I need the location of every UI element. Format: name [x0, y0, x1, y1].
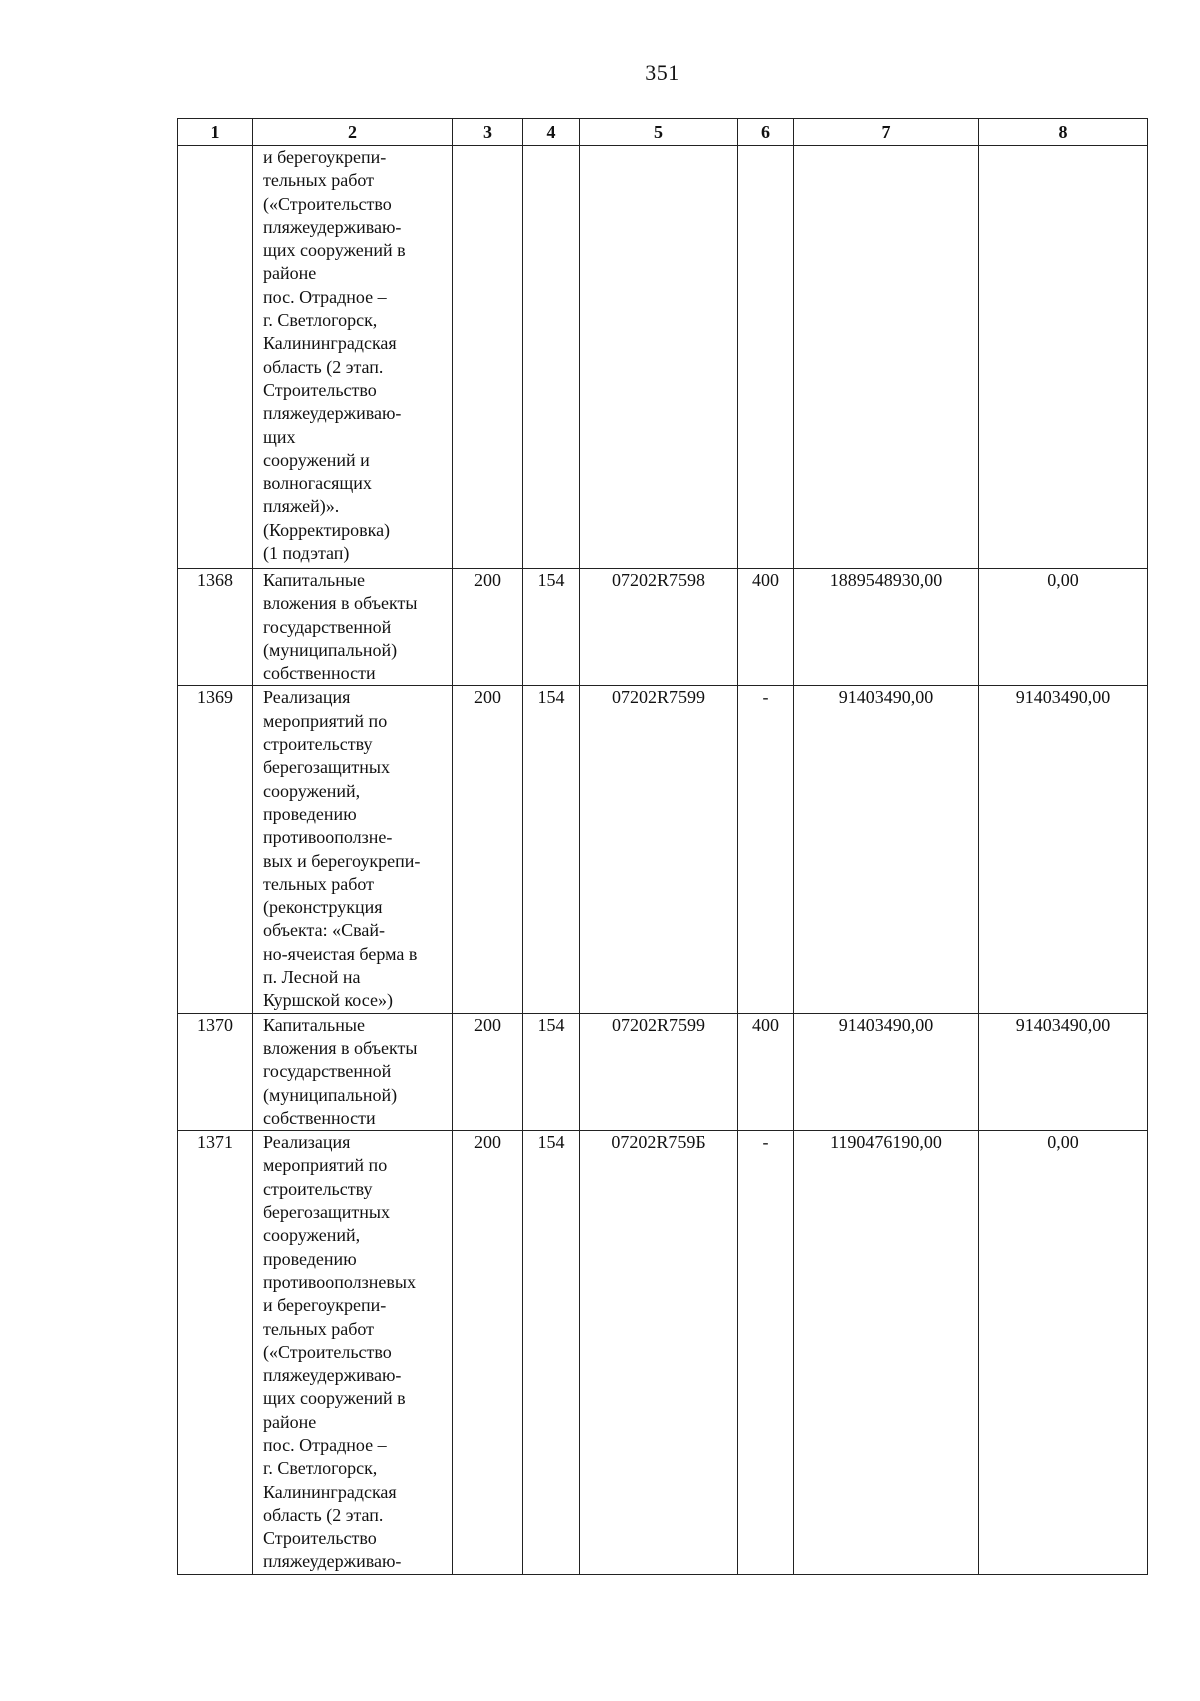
description-cell: Реализация мероприятий по строительству берегозащитных сооружений, проведению противооползневых и берегоукрепи- тельных работ («Строительство пляжеудерживаю- щих сооружений в районе пос. Отрадное – г. Светлогорск, Калининградская область (2 этап. Строительство пляжеудерживаю-	[253, 1131, 453, 1575]
column-header-4: 4	[523, 119, 580, 146]
table-row	[178, 1013, 1148, 1130]
cell-col5: 07202R759Б	[580, 1131, 738, 1575]
column-header-2: 2	[253, 119, 453, 146]
cell-col3: 200	[453, 1013, 523, 1130]
table-row-continuation	[178, 146, 1148, 569]
cell-col8	[979, 146, 1148, 569]
description-cell: Реализация мероприятий по строительству берегозащитных сооружений, проведению противооползне- вых и берегоукрепи- тельных работ (реконструкция объекта: «Свай- но-ячеистая берма в п. Лесной на Куршской косе»)	[253, 686, 453, 1013]
description-cell: Капитальные вложения в объекты государственной (муниципальной) собственности	[253, 1013, 453, 1130]
column-header-5: 5	[580, 119, 738, 146]
budget-table	[177, 118, 1148, 1575]
column-header-8: 8	[979, 119, 1148, 146]
cell-col6: -	[738, 1131, 794, 1575]
column-header-1: 1	[178, 119, 253, 146]
cell-col4: 154	[523, 1131, 580, 1575]
cell-col7: 91403490,00	[794, 686, 979, 1013]
cell-col8: 91403490,00	[979, 686, 1148, 1013]
row-number-cell: 1368	[178, 569, 253, 686]
cell-col4: 154	[523, 1013, 580, 1130]
row-number-cell: 1369	[178, 686, 253, 1013]
cell-col5	[580, 146, 738, 569]
cell-col7: 1190476190,00	[794, 1131, 979, 1575]
row-number-cell: 1370	[178, 1013, 253, 1130]
column-header-3: 3	[453, 119, 523, 146]
page-number: 351	[645, 60, 680, 85]
cell-col7	[794, 146, 979, 569]
table-row	[178, 1131, 1148, 1575]
cell-col8: 91403490,00	[979, 1013, 1148, 1130]
cell-col7: 1889548930,00	[794, 569, 979, 686]
cell-col3: 200	[453, 686, 523, 1013]
cell-col3: 200	[453, 569, 523, 686]
row-number-cell	[178, 146, 253, 569]
cell-col3: 200	[453, 1131, 523, 1575]
cell-col4	[523, 146, 580, 569]
table-row	[178, 569, 1148, 686]
cell-col6: 400	[738, 569, 794, 686]
cell-col5: 07202R7599	[580, 686, 738, 1013]
column-header-6: 6	[738, 119, 794, 146]
cell-col8: 0,00	[979, 569, 1148, 686]
description-cell: и берегоукрепи- тельных работ («Строительство пляжеудерживаю- щих сооружений в районе пос. Отрадное – г. Светлогорск, Калининградская область (2 этап. Строительство пляжеудерживаю- щих сооружений и волногасящих пляжей)». (Корректировка) (1 подэтап)	[253, 146, 453, 569]
column-number-header-row	[178, 119, 1148, 146]
description-cell: Капитальные вложения в объекты государственной (муниципальной) собственности	[253, 569, 453, 686]
cell-col5: 07202R7599	[580, 1013, 738, 1130]
cell-col5: 07202R7598	[580, 569, 738, 686]
table-row	[178, 686, 1148, 1013]
cell-col3	[453, 146, 523, 569]
cell-col4: 154	[523, 686, 580, 1013]
cell-col6: 400	[738, 1013, 794, 1130]
cell-col7: 91403490,00	[794, 1013, 979, 1130]
cell-col6	[738, 146, 794, 569]
row-number-cell: 1371	[178, 1131, 253, 1575]
cell-col8: 0,00	[979, 1131, 1148, 1575]
cell-col6: -	[738, 686, 794, 1013]
cell-col4: 154	[523, 569, 580, 686]
column-header-7: 7	[794, 119, 979, 146]
